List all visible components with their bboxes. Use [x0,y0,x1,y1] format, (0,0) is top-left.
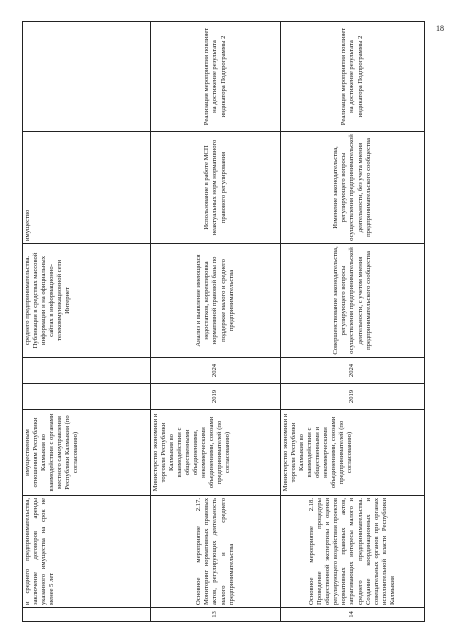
row-number: 13 [151,608,281,622]
expected-result-cell: Совершенствование законодательства, регулирующего вопросы осуществления предпринимательской деятельности, с учетом мнения предпринимательского сообщества [281,244,425,358]
indicator-link-cell: Реализация мероприятия повлияет на достижение результата индикатора Подпрограммы 2 [281,22,425,132]
end-year-cell: 2024 [281,358,425,384]
end-year-cell [23,358,151,384]
rotated-table-container [22,22,424,622]
row-number [23,608,151,622]
start-year-cell [23,384,151,410]
page-number: 18 [436,24,444,33]
start-year-cell: 2019 [281,384,425,410]
table-row-2 [281,22,425,622]
event-cell: и среднего предпринимательства, заключение договоров аренды указанного имущества на срок не менее 5 лет [23,496,151,608]
consequence-cell: Использование в работе МСП неактуальных норм нормативного правового регулирования [151,132,281,244]
indicator-link-cell [23,22,151,132]
expected-result-cell: Анализ и выявление имеющихся недостатков, корректировка нормативной правовой базы по поддержке малого и среднего предпринимательства [151,244,281,358]
table-row-1 [151,22,281,622]
indicator-link-cell: Реализация мероприятия повлияет на достижение результата индикатора Подпрограммы 2 [151,22,281,132]
consequence-cell: имущество [23,132,151,244]
table-row-0 [23,22,151,622]
event-cell: Основное мероприятие 2.17. Мониторинг нормативных правовых актов, регулирующих деятельность малого и среднего предпринимательства [151,496,281,608]
consequence-cell: Изменение законодательства, регулирующего вопросы осуществления предпринимательской деятельности, без учета мнения предпринимательского сообщества [281,132,425,244]
program-events-table [22,21,425,622]
row-number: 14 [281,608,425,622]
start-year-cell: 2019 [151,384,281,410]
executor-cell: Министерство экономики и торговли Республики Калмыкия во взаимодействии с общественными объединениями, некоммерческими объединениями, союзами предпринимателей (по согласованию) [151,410,281,496]
event-cell: Основное мероприятие 2.18. Проведение процедуры общественной экспертизы и оценки регулирующего воздействия проектов нормативных правовых актов, затрагивающих интересы малого и среднего предпринимательства. Создание координационных и совещательных органов при органах исполнительной власти Республики Калмыкия [281,496,425,608]
expected-result-cell: среднего предпринимательства. Публикация в средствах массовой информации и на официальных сайтах в информационно-телекоммуникационной сети Интернет [23,244,151,358]
executor-cell: Министерство экономики и торговли Республики Калмыкия во взаимодействии с общественными и некоммерческими объединениями, союзами предпринимателей (по согласованию) [281,410,425,496]
executor-cell: имущественным отношениям Республики Калмыкия во взаимодействии с органами местного самоуправления Республики Калмыкия (по согласованию) [23,410,151,496]
end-year-cell: 2024 [151,358,281,384]
